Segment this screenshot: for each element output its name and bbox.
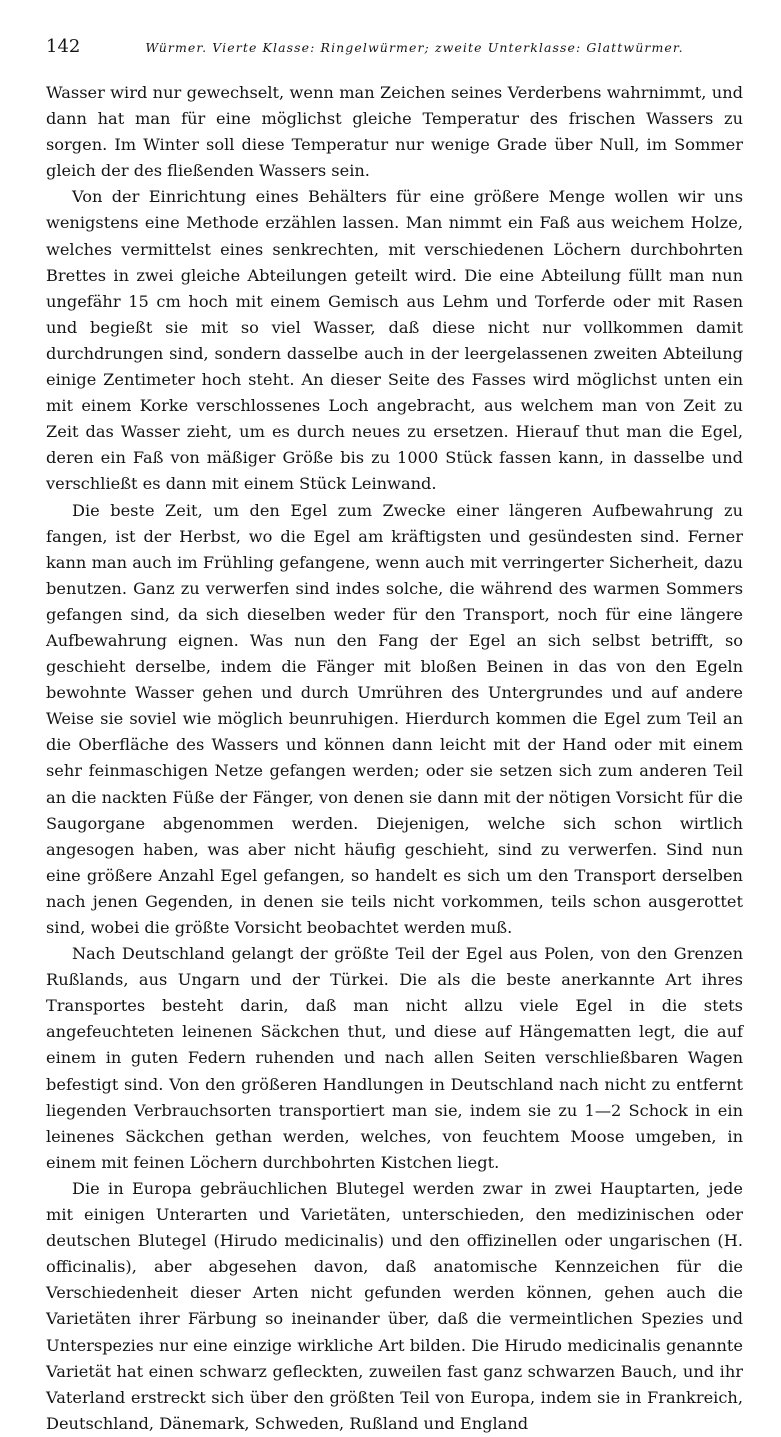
paragraph: Von der Einrichtung eines Behälters für eine größere Menge wollen wir uns wenigstens eine Methode erzählen lassen. Man nimmt ein Faß aus weichem Holze, welches vermittelst eines senkrechten, mit verschiedenen Löchern durchbohrten Brettes in zwei gleiche Abteilungen geteilt wird. Die eine Abteilung füllt man nun ungefähr 15 cm hoch mit einem Gemisch aus Lehm und Torferde oder mit Rasen und begießt sie mit so viel Wasser, daß diese nicht nur vollkommen damit durchdrungen sind, sondern dasselbe auch in der leergelassenen zweiten Abteilung einige Zentimeter hoch steht. An dieser Seite des Fasses wird möglichst unten ein mit einem Korke verschlossenes Loch angebracht, aus welchem man von Zeit zu Zeit das Wasser zieht, um es durch neues zu ersetzen. Hierauf thut man die Egel, deren ein Faß von mäßiger Größe bis zu 1000 Stück fassen kann, in dasselbe und verschließt es dann mit einem Stück Leinwand. [46,187,743,494]
page-header [46,36,743,62]
paragraph: Die in Europa gebräuchlichen Blutegel werden zwar in zwei Hauptarten, jede mit einigen Unterarten und Varietäten, unterschieden, den medizinischen oder deutschen Blutegel (Hirudo medicinalis) und den offizinellen oder ungarischen (H. officinalis), aber abgesehen davon, daß anatomische Kennzeichen für die Verschiedenheit dieser Arten nicht gefunden werden können, gehen auch die Varietäten ihrer Färbung so ineinander über, daß die vermeintlichen Spezies und Unterspezies nur eine einzige wirkliche Art bilden. Die Hirudo medicinalis genannte Varietät hat einen schwarz gefleckten, zuweilen fast ganz schwarzen Bauch, und ihr Vaterland erstreckt sich über den größten Teil von Europa, indem sie in Frankreich, Deutschland, Dänemark, Schweden, Rußland und England [46,1178,743,1433]
body-text [46,80,743,1437]
paragraph: Wasser wird nur gewechselt, wenn man Zeichen seines Verderbens wahrnimmt, und dann hat man für eine möglichst gleiche Temperatur des frischen Wassers zu sorgen. Im Winter soll diese Temperatur nur wenige Grade über Null, im Sommer gleich der des fließenden Wassers sein. [46,83,743,181]
paragraph: Die beste Zeit, um den Egel zum Zwecke einer längeren Aufbewahrung zu fangen, ist der Herbst, wo die Egel am kräftigsten und gesündesten sind. Ferner kann man auch im Frühling gefangene, wenn auch mit verringerter Sicherheit, dazu benutzen. Ganz zu verwerfen sind indes solche, die während des warmen Sommers gefangen sind, da sich dieselben weder für den Transport, noch für eine längere Aufbewahrung eignen. Was nun den Fang der Egel an sich selbst betrifft, so geschieht derselbe, indem die Fänger mit bloßen Beinen in das von den Egeln bewohnte Wasser gehen und durch Umrühren des Untergrundes und auf andere Weise sie soviel wie möglich beunruhigen. Hierdurch kommen die Egel zum Teil an die Oberfläche des Wassers und können dann leicht mit der Hand oder mit einem sehr feinmaschigen Netze gefangen werden; oder sie setzen sich zum anderen Teil an die nackten Füße der Fänger, von denen sie dann mit der nötigen Vorsicht für die Saugorgane abgenommen werden. Diejenigen, welche sich schon wirtlich angesogen haben, was aber nicht häufig geschieht, sind zu verwerfen. Sind nun eine größere Anzahl Egel gefangen, so handelt es sich um den Transport derselben nach jenen Gegenden, in denen sie teils nicht vorkommen, teils schon ausgerottet sind, wobei die größte Vorsicht beobachtet werden muß. [46,500,743,937]
paragraph: Nach Deutschland gelangt der größte Teil der Egel aus Polen, von den Grenzen Rußlands, aus Ungarn und der Türkei. Die als die beste anerkannte Art ihres Transportes besteht darin, daß man nicht allzu viele Egel in die stets angefeuchteten leinenen Säckchen thut, und diese auf Hängematten legt, die auf einem in guten Federn ruhenden und nach allen Seiten verschließbaren Wagen befestigt sind. Von den größeren Handlungen in Deutschland nach nicht zu entfernt liegenden Verbrauchsorten transportiert man sie, indem sie zu 1—2 Schock in ein leinenes Säckchen gethan werden, welches, von feuchtem Moose umgeben, in einem mit feinen Löchern durchbohrten Kistchen liegt. [46,944,743,1172]
page-number: 142 [46,36,81,57]
running-head: Würmer. Vierte Klasse: Ringelwürmer; zweite Unterklasse: Glattwürmer. [145,40,684,55]
